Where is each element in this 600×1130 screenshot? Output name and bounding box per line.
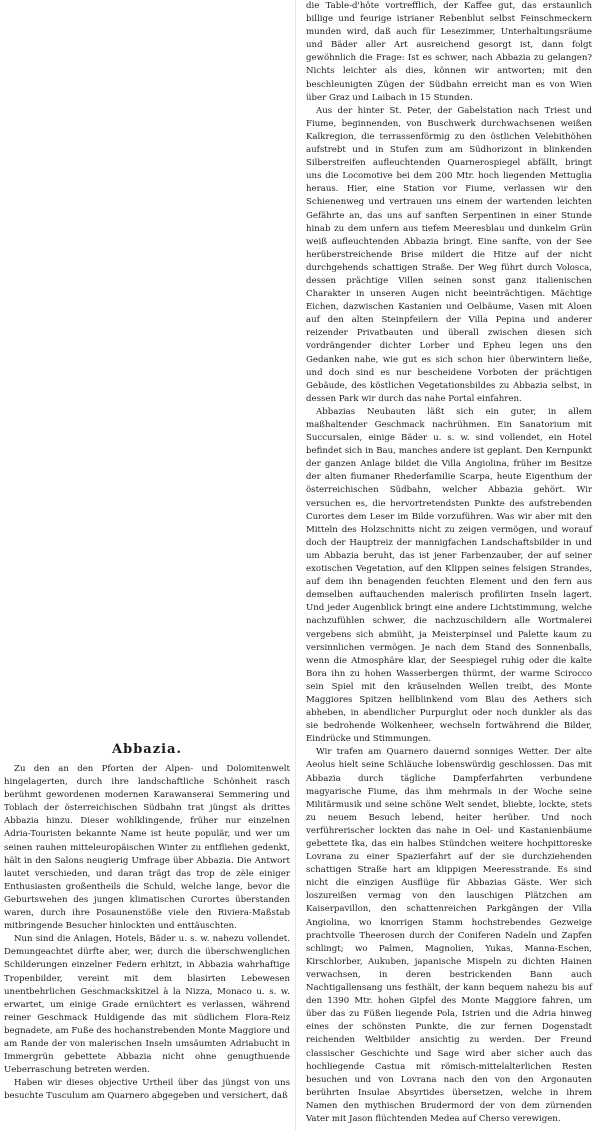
right-column xyxy=(306,0,592,1126)
paragraph-right-1: die Table-d'hôte vortrefflich, der Kaffee gut, das erstaunlich billige und feurige istrianer Rebenblut selbst Feinschmeckern munden wird, daß auch für Lesezimmer, Unterhaltungsräume und Bäder aller Art ausreichend gesorgt ist, dann folgt gewöhnlich die Frage: Ist es schwer, nach Abbazia zu gelangen? Nichts leichter als dies, können wir antworten; mit den beschleunigten Zügen der Südbahn erreicht man es von Wien über Graz und Laibach in 15 Stunden. xyxy=(306,1,592,103)
article-title: Abbazia. xyxy=(112,742,182,757)
paragraph-right-2: Aus der hinter St. Peter, der Gabelstation nach Triest und Fiume, beginnenden, von Buschwerk durchwachsenen weißen Kalkregion, die terrassenförmig zu den östlichen Velebithöhen aufstrebt und in Stufen zum am Südhorizont in blinkenden Silberstreifen aufleuchtenden Quarnerospiegel abfällt, bringt uns die Locomotive bei dem 200 Mtr. hoch liegenden Mettuglia heraus. Hier, eine Station vor Fiume, verlassen wir den Schienenweg und vertrauen uns einem der wartenden leichten Gefährte an, das uns auf sanften Serpentinen in einer Stunde hinab zu dem unfern aus tiefem Meeresblau und dunkelm Grün weiß aufleuchtenden Abbazia bringt. Eine sanfte, von der See herüberstreichende Brise mildert die Hitze auf der nicht durchgehends schattigen Straße. Der Weg führt durch Volosca, dessen prächtige Villen seinen sonst ganz italienischen Charakter in unseren Augen nicht beeinträchtigen. Mächtige Eichen, dazwischen Kastanien und Oelbäume, Vasen mit Aloen auf den alten Steinpfeilern der Villa Pepina und anderer reizender Privatbauten und überall zwischen diesen sich vordrängender dichter Lorber und Epheu legen uns den Gedanken nahe, wie gut es sich schon hier überwintern ließe, und doch sind es nur bescheidene Vorboten der prächtigen Gebäude, des köstlichen Vegetationsbildes zu Abbazia selbst, in dessen Park wir durch das nahe Portal einfahren. xyxy=(306,105,592,404)
paragraph-left-1: Zu den an den Pforten der Alpen- und Dolomitenwelt hingelagerten, durch ihre landschaftliche Schönheit rasch berühmt gewordenen modernen Karawanserai Semmering und Toblach der österreichischen Südbahn trat jüngst als drittes Abbazia hinzu. Dieser wohlklingende, früher nur einzelnen Adria-Touristen bekannte Name ist heute populär, und wer um seinen rauhen mitteleuropäischen Winter zu entfliehen gedenkt, hält in den Salons neugierig Umfrage über Abbazia. Die Antwort lautet verschieden, und daran trägt das trop de zèle einiger Enthusiasten großentheils die Schuld, welche lange, bevor die Geburtswehen des jungen klimatischen Curortes überstanden waren, durch ihre Posaunenstöße viele den Riviera-Maßstab mitbringende Besucher hinlockten und enttäuschten. xyxy=(4,764,290,932)
paragraph-left-3: Haben wir dieses objective Urtheil über das jüngst von uns besuchte Tusculum am Quarnero abgegeben und versichert, daß xyxy=(4,1078,290,1102)
left-column xyxy=(4,0,290,1103)
paragraph-right-4: Wir trafen am Quarnero dauernd sonniges Wetter. Der alte Aeolus hielt seine Schläuche lobenswürdig geschlossen. Das mit Abbazia durch tägliche Dampferfahrten verbundene magyarische Fiume, das ihm mehrmals in der Woche seine Militärmusik und seine schöne Welt sendet, bliebte, lockte, stets zu neuem Besuch lebend, heiter herüber. Und noch verführerischer lockten das nahe in Oel- und Kastanienbäume gebettete Ika, das ein halbes Stündchen weitere hochpittoreske Lovrana zu einer Spazierfahrt auf der sie durchziehenden schattigen Straße hart am klippigen Meeresstrande. Es sind nicht die einzigen Ausflüge für Abbazias Gäste. Wer sich loszureißen vermag von den lauschigen Plätzchen am Kaiserpavillon, den schattenreichen Parkgängen der Villa Angiolina, wo knorrigen Stamm hochstrebendes Gezweige prachtvolle Theerosen durch der Coniferen Nadeln und Zapfen schlingt; wo Palmen, Magnolien, Yukas, Manna-Eschen, Kirschlorber, Aukuben, japanische Mispeln zu dichten Hainen verwachsen, in deren bestrickenden Bann auch Nachtigallensang uns festhält, der kann bequem nahezu bis auf den 1390 Mtr. hohen Gipfel des Monte Maggiore fahren, um über das zu Füßen liegende Pola, Istrien und die Adria hinweg eines der schönsten Punkte, die zur fernen Dogenstadt reichenden Weltbilder ansichtig zu werden. Der Freund classischer Geschichte und Sage wird aber sicher auch das hochliegende Castua mit römisch-mittelalterlichen Resten besuchen und von Lovrana nach den von den Argonauten berührten Insulae Absyrtides übersetzen, welche in ihrem Namen den mythischen Brudermord der von dem zürnenden Vater mit Jason flüchtenden Medea auf Cherso verewigen. xyxy=(306,747,592,1124)
column-divider xyxy=(295,0,296,1130)
paragraph-right-3: Abbazias Neubauten läßt sich ein guter, in allem maßhaltender Geschmack nachrühmen. Ein Sanatorium mit Succursalen, einige Bäder u. s. w. sind vollendet, ein Hotel befindet sich in Bau, manches andere ist geplant. Den Kernpunkt der ganzen Anlage bildet die Villa Angiolina, früher im Besitze der alten fiumaner Rhederfamilie Scarpa, heute Eigenthum der österreichischen Südbahn, welcher Abbazia gehört. Wir versuchen es, die hervortretendsten Punkte des aufstrebenden Curortes dem Leser im Bilde vorzuführen. Was wir aber mit den Mitteln des Holzschnitts nicht zu zeigen vermögen, und worauf doch der Hauptreiz der mannigfachen Landschaftsbilder in und um Abbazia beruht, das ist jener Farbenzauber, der auf seiner exotischen Vegetation, auf den Klippen seines felsigen Strandes, auf dem ihn benagenden feuchten Element und den fern aus demselben auftauchenden malerisch profilirten Inseln lagert. Und jeder Augenblick bringt eine andere Lichtstimmung, welche nachzufühlen schwer, die nachzuschildern alle Wortmalerei vergebens sich abmüht, ja Meisterpinsel und Palette kaum zu versinnlichen vermögen. Je nach dem Stand des Sonnenballs, wenn die Atmosphäre klar, der Seespiegel ruhig oder die kalte Bora ihn zu hohen Wasserbergen thürmt, der warme Scirocco sein Spiel mit den kräuselnden Wellen treibt, des Monte Maggiores Spitzen hellblinkend vom Blau des Aethers sich abheben, in abendlicher Purpurglut oder noch dunkler als das sie bedrohende Wolkenheer, wechseln fortwährend die Bilder, Eindrücke und Stimmungen. xyxy=(306,406,592,745)
paragraph-left-2: Nun sind die Anlagen, Hotels, Bäder u. s. w. nahezu vollendet. Demungeachtet dürfte aber, wer, durch die überschwenglichen Schilderungen einzelner Federn erhitzt, in Abbazia wahrhaftige Tropenbilder, vereint mit dem blasirten Lebewesen unentbehrlichen Geschmackskitzel à la Nizza, Monaco u. s. w. erwartet, um einige Grade ernüchtert es verlassen, während reiner Geschmack Huldigende das mit südlichem Flora-Reiz begnadete, am Fuße des hochanstrebenden Monte Maggiore und am Rande der von malerischen Inseln umsäumten Adriabucht in Immergrün gebettete Abbazia nicht ohne genugthuende Ueberraschung betreten werden. xyxy=(4,934,290,1076)
